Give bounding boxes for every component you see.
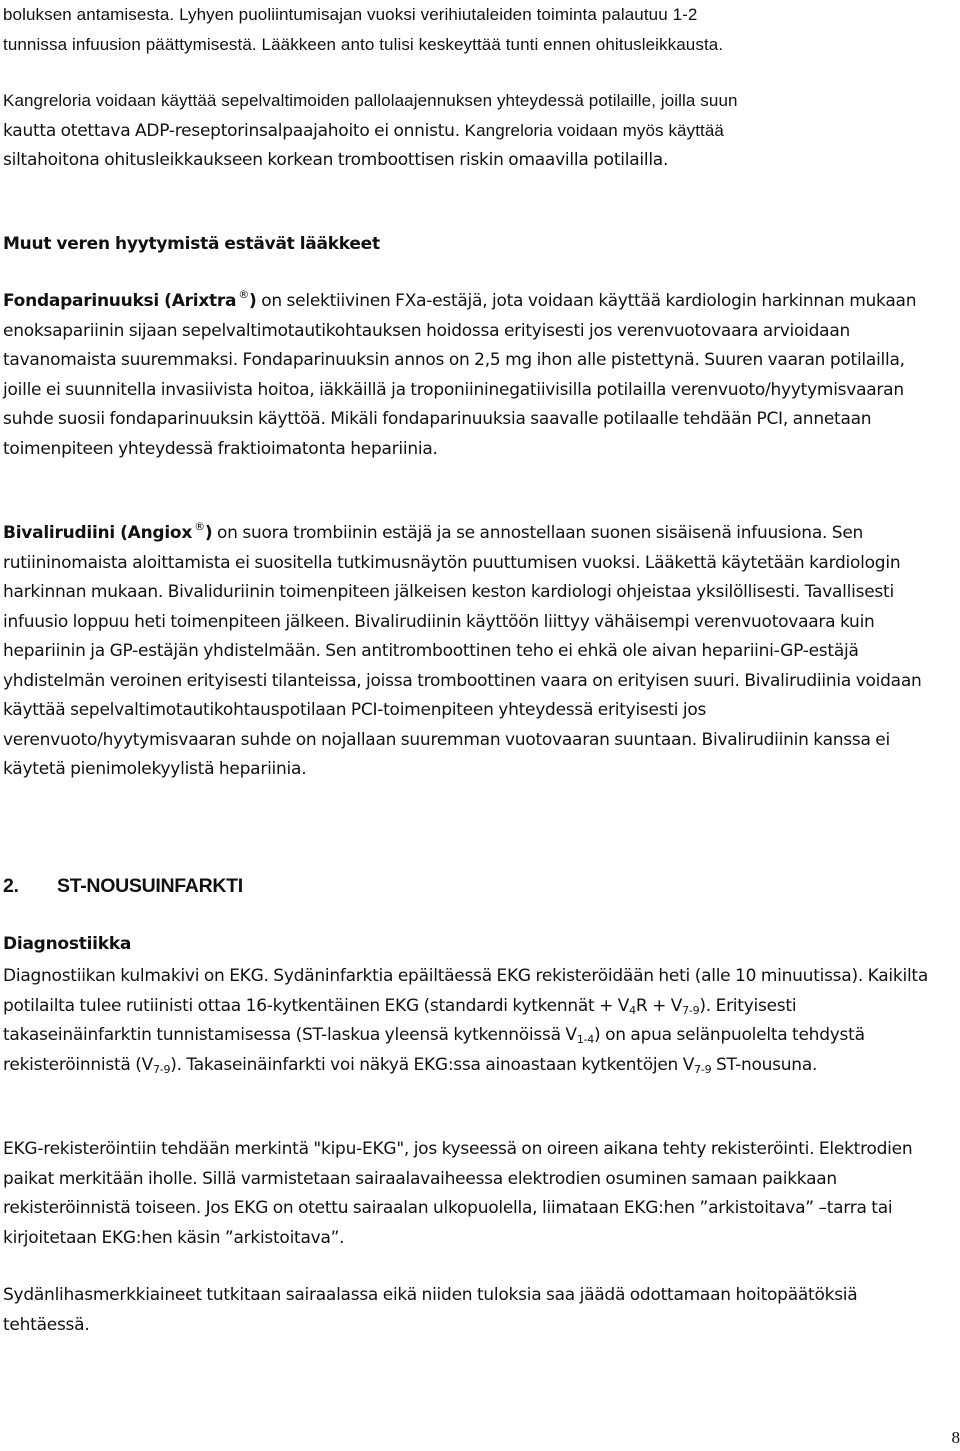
text-segment: Diagnostiikan kulmakivi on EKG. Sydäninfarktia epäiltäessä EKG rekisteröidään heti (alle 10 minuutissa). Kaikilta potilailta tulee rutiinisti ottaa 16-kytkentäinen EKG (standardi kytkennät + V [3, 966, 929, 1016]
intro-paragraph-2 [3, 86, 738, 176]
paragraph-text: on selektiivinen FXa-estäjä, jota voidaan käyttää kardiologin harkinnan mukaan enoksapariinin sijaan sepelvaltimotautikohtauksen hoidossa erityisesti jos verenvuotovaara arvioidaan tavanomaista suuremmaksi. Fondaparinuuksin annos on 2,5 mg ihon alle pistettynä. Suuren vaaran potilailla, joille ei suunnitella invasiivista hoitoa, iäkkäillä ja troponiininegatiivisilla potilailla verenvuoto/hyytymisvaaran suhde suosii fondaparinuuksin käyttöä. Mikäli fondaparinuuksia saavalle potilaalle tehdään PCI, annetaan toimenpiteen yhteydessä fraktioimatonta hepariinia. [3, 291, 917, 459]
diagnostics-paragraph-3: Sydänlihasmerkkiaineet tutkitaan sairaalassa eikä niiden tuloksia saa jäädä odottamaan hoitopäätöksiä tehtäessä. [3, 1285, 858, 1335]
subscript: 7-9 [682, 1003, 700, 1017]
text-segment: R + V [635, 995, 683, 1016]
drug-term: Fondaparinuuksi (Arixtra [3, 291, 237, 311]
registered-mark: ® [238, 288, 250, 301]
diagnostics-paragraph-2: EKG-rekisteröintiin tehdään merkintä "kipu-EKG", jos kyseessä on oireen aikana tehty rekisteröinti. Elektrodien paikat merkitään iholle. Sillä varmistetaan sairaalavaiheessa elektrodien osuminen samaan paikkaan rekisteröinnistä toiseen. Jos EKG on otettu sairaalan ulkopuolella, liimataan EKG:hen ”arkistoitava” –tarra tai kirjoitetaan EKG:hen käsin ”arkistoitava”. [3, 1139, 913, 1248]
text-segment: Kangreloria voidaan myös käyttää [459, 120, 724, 140]
text-segment: ). Erityisesti takaseinäinfarktin tunnistamisessa (ST-laskua yleensä kytkennöissä V [3, 995, 797, 1045]
subscript: 4 [629, 1003, 636, 1017]
subsection-heading: Diagnostiikka [3, 934, 132, 954]
text-line: boluksen antamisesta. Lyhyen puoliintumisajan vuoksi verihiutaleiden toiminta palautuu 1-2 [3, 5, 698, 24]
page-number: 8 [951, 1428, 960, 1447]
drug-term-close: ) [249, 291, 257, 311]
subscript: 7-9 [153, 1062, 171, 1076]
text-line: siltahoitona ohitusleikkaukseen korkean tromboottisen riskin omaavilla potilailla. [3, 150, 669, 170]
subscript: 1-4 [576, 1033, 595, 1046]
drug-term: Bivalirudiini (Angiox [3, 523, 193, 543]
diagnostics-paragraph-1 [3, 962, 943, 1080]
registered-mark: ® [194, 520, 205, 533]
section-title [3, 871, 243, 901]
section-number: 2. [3, 875, 19, 897]
bivalirudin-paragraph [3, 519, 943, 785]
intro-paragraph-1 [3, 0, 723, 59]
text-line: tunnissa infuusion päättymisestä. Lääkkeen anto tulisi keskeyttää tunti ennen ohitusleikkausta. [3, 34, 724, 54]
drug-term-close: ) [204, 523, 213, 543]
text-segment: ) on apua selänpuolelta tehdystä rekisteröinnistä (V [3, 1025, 865, 1075]
paragraph-text: on suora trombiinin estäjä ja se annostellaan suonen sisäisenä infuusiona. Sen rutiininomaista aloittamista ei suositella tutkimusnäytön puuttumisen vuoksi. Lääkettä käytetään kardiologin harkinnan mukaan. Bivaliduriinin toimenpiteen jälkeisen keston kardiologi ohjeistaa yksilöllisesti. Tavallisesti infuusio loppuu heti toimenpiteen jälkeen. Bivalirudiinin käyttöön liittyy vähäisempi verenvuotovaara kuin hepariinin ja GP-estäjän yhdistelmään. Sen antitromboottinen teho ei ehkä ole aivan hepariini-GP-estäjä yhdistelmän veroinen erityisesti tilanteissa, joissa tromboottinen vaara on erityisen suuri. Bivalirudiinia voidaan käyttää sepelvaltimotautikohtauspotilaan PCI-toimenpiteen yhteydessä erityisesti jos verenvuoto/hyytymisvaaran suhde on nojallaan suuremman vuotovaaran suuntaan. Bivalirudiinin kanssa ei käytetä pienimolekyylistä hepariinia. [3, 523, 922, 779]
fondaparinux-paragraph [3, 287, 943, 464]
text-segment: ). Takaseinäinfarkti voi näkyä EKG:ssa ainoastaan kytkentöjen V [170, 1054, 695, 1075]
section-heading: Muut veren hyytymistä estävät lääkkeet [3, 234, 380, 254]
subscript: 7-9 [694, 1062, 712, 1076]
text-line: Kangreloria voidaan käyttää sepelvaltimoiden pallolaajennuksen yhteydessä potilaille, joilla suun [3, 91, 738, 110]
text-segment: kautta otettava ADP-reseptorinsalpaajahoito ei onnistu. [3, 120, 460, 141]
section-title-text: ST-NOUSUINFARKTI [57, 875, 243, 897]
text-line [3, 116, 738, 147]
text-segment: ST-nousuna. [711, 1054, 818, 1075]
